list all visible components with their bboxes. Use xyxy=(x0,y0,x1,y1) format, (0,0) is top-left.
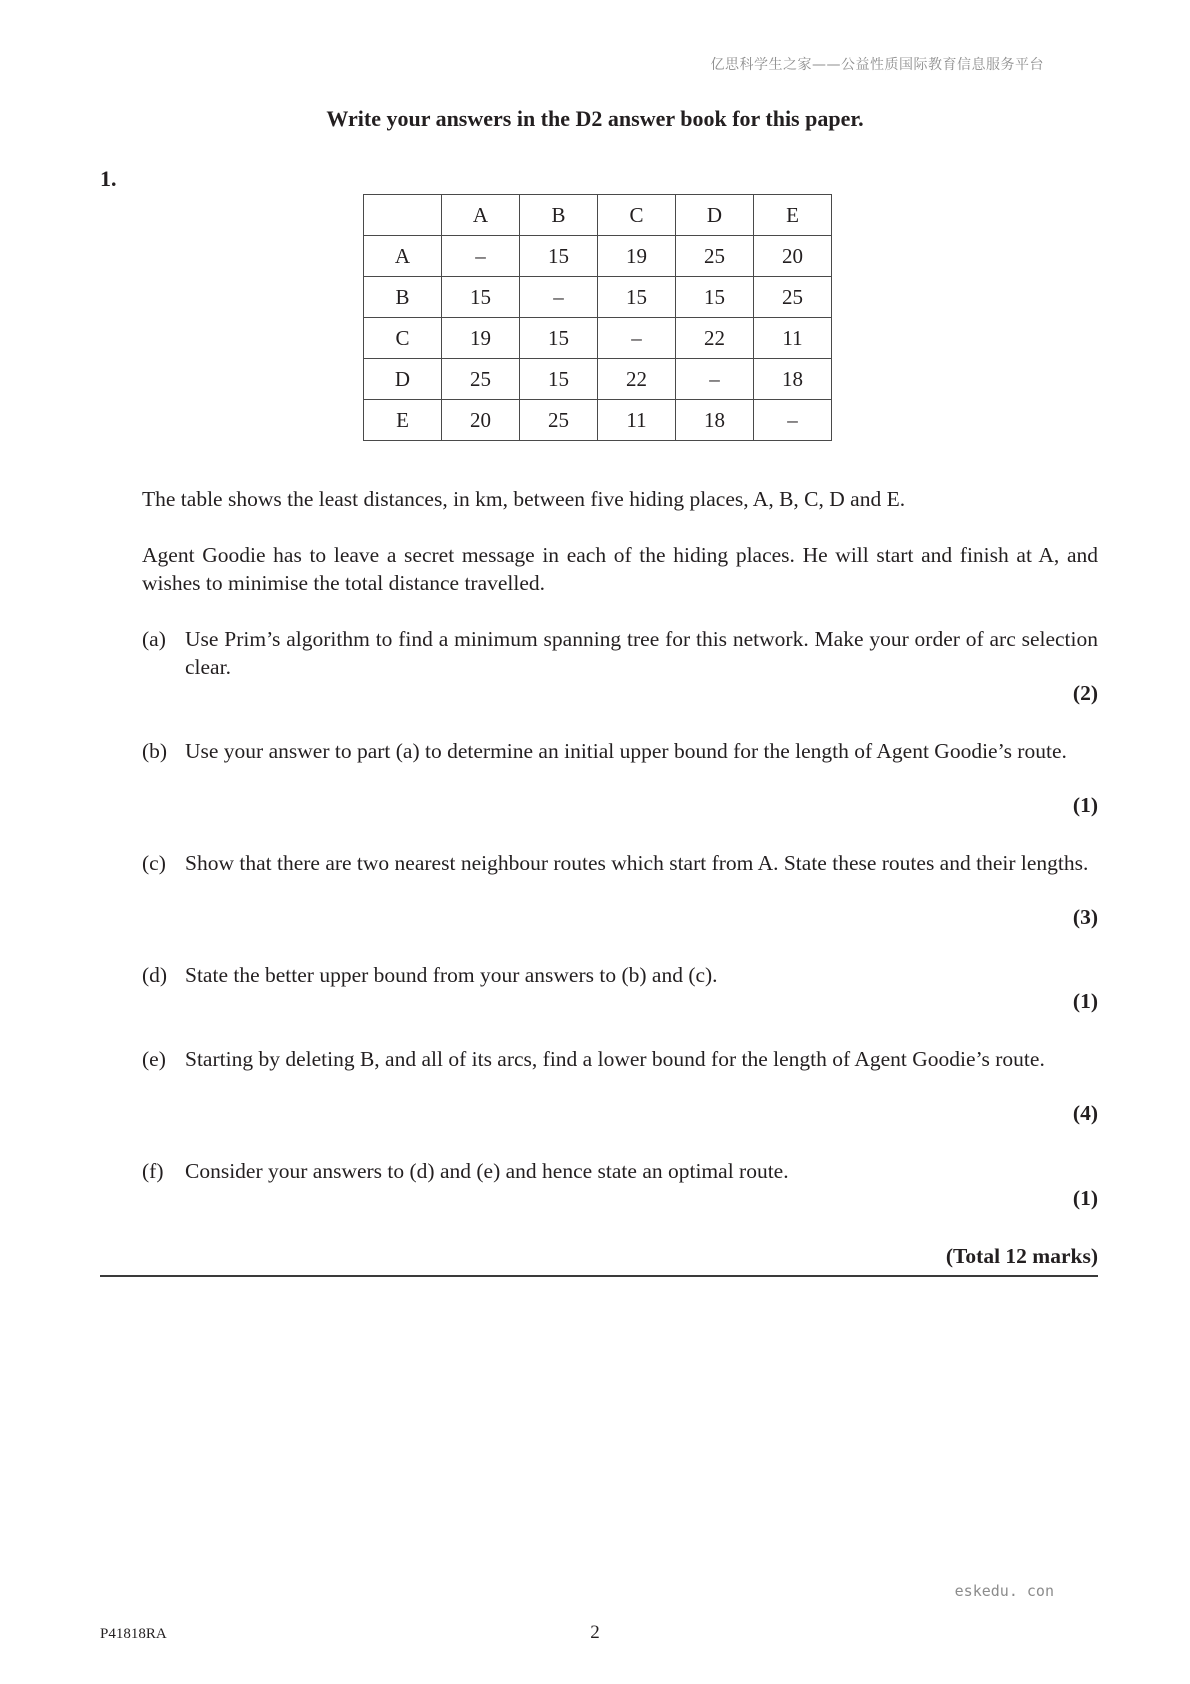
table-cell: B xyxy=(520,195,598,236)
table-cell: – xyxy=(520,277,598,318)
part-text: Use Prim’s algorithm to find a minimum spanning tree for this network. Make your order of arc selection clear. xyxy=(185,627,1098,679)
table-cell: 25 xyxy=(520,400,598,441)
part-label: (c) xyxy=(142,851,166,875)
total-marks: (Total 12 marks) xyxy=(945,1244,1098,1268)
table-cell: C xyxy=(364,318,442,359)
part-label: (d) xyxy=(142,963,168,987)
marks-a: (2) xyxy=(1072,681,1098,705)
table-cell: 11 xyxy=(754,318,832,359)
table-row xyxy=(364,359,832,400)
table-cell: 19 xyxy=(598,236,676,277)
part-label: (f) xyxy=(142,1159,164,1183)
marks-f: (1) xyxy=(1072,1186,1098,1210)
table-row xyxy=(364,236,832,277)
part-text: Consider your answers to (d) and (e) and hence state an optimal route. xyxy=(185,1159,789,1183)
part-e xyxy=(142,1045,1098,1073)
table-cell: 20 xyxy=(754,236,832,277)
part-f xyxy=(142,1157,1098,1185)
table-cell: – xyxy=(676,359,754,400)
footer-watermark: eskedu. con xyxy=(954,1582,1054,1600)
marks-d: (1) xyxy=(1072,989,1098,1013)
table-row xyxy=(364,400,832,441)
part-b xyxy=(142,737,1098,765)
marks-c: (3) xyxy=(1072,905,1098,929)
table-cell: 15 xyxy=(676,277,754,318)
part-text: Starting by deleting B, and all of its arcs, find a lower bound for the length of Agent Goodie’s route. xyxy=(185,1047,1045,1071)
table-cell: 22 xyxy=(598,359,676,400)
table-cell: – xyxy=(754,400,832,441)
intro-paragraph: The table shows the least distances, in km, between five hiding places, A, B, C, D and E. xyxy=(142,487,906,511)
table-cell: 22 xyxy=(676,318,754,359)
part-text: State the better upper bound from your answers to (b) and (c). xyxy=(185,963,718,987)
table-cell: 25 xyxy=(676,236,754,277)
header-watermark: 亿思科学生之家——公益性质国际教育信息服务平台 xyxy=(710,57,1044,73)
part-a xyxy=(142,625,1098,681)
table-cell: 25 xyxy=(442,359,520,400)
instruction-heading: Write your answers in the D2 answer book for this paper. xyxy=(326,106,864,131)
part-d xyxy=(142,961,1098,989)
table-cell: E xyxy=(364,400,442,441)
context-paragraph: Agent Goodie has to leave a secret message in each of the hiding places. He will start and finish at A, and wishes to minimise the total distance travelled. xyxy=(142,543,1098,595)
table-cell: 15 xyxy=(520,236,598,277)
distance-table xyxy=(363,194,832,441)
table-cell: 11 xyxy=(598,400,676,441)
table-cell: E xyxy=(754,195,832,236)
table-row xyxy=(364,318,832,359)
table-cell: 15 xyxy=(598,277,676,318)
table-cell: B xyxy=(364,277,442,318)
page-number: 2 xyxy=(590,1622,600,1643)
part-text: Show that there are two nearest neighbour routes which start from A. State these routes and their lengths. xyxy=(185,851,1089,875)
table-cell: 18 xyxy=(754,359,832,400)
part-c xyxy=(142,849,1098,877)
marks-b: (1) xyxy=(1072,793,1098,817)
part-text: Use your answer to part (a) to determine an initial upper bound for the length of Agent Goodie’s route. xyxy=(185,739,1067,763)
table-cell: – xyxy=(598,318,676,359)
table-cell: 20 xyxy=(442,400,520,441)
divider-rule xyxy=(100,1275,1098,1277)
marks-e: (4) xyxy=(1072,1101,1098,1125)
part-label: (e) xyxy=(142,1047,166,1071)
table-row xyxy=(364,277,832,318)
table-cell: A xyxy=(364,236,442,277)
table-header-row xyxy=(364,195,832,236)
table-cell: 25 xyxy=(754,277,832,318)
table-cell: 15 xyxy=(520,359,598,400)
table-cell: D xyxy=(364,359,442,400)
table-cell: A xyxy=(442,195,520,236)
table-cell: 15 xyxy=(520,318,598,359)
table-cell: 18 xyxy=(676,400,754,441)
table-cell xyxy=(364,195,442,236)
table-cell: – xyxy=(442,236,520,277)
part-label: (a) xyxy=(142,627,166,651)
paper-code: P41818RA xyxy=(100,1626,167,1642)
table-cell: D xyxy=(676,195,754,236)
table-cell: C xyxy=(598,195,676,236)
question-number: 1. xyxy=(100,166,117,191)
table-cell: 15 xyxy=(442,277,520,318)
table-cell: 19 xyxy=(442,318,520,359)
part-label: (b) xyxy=(142,739,168,763)
